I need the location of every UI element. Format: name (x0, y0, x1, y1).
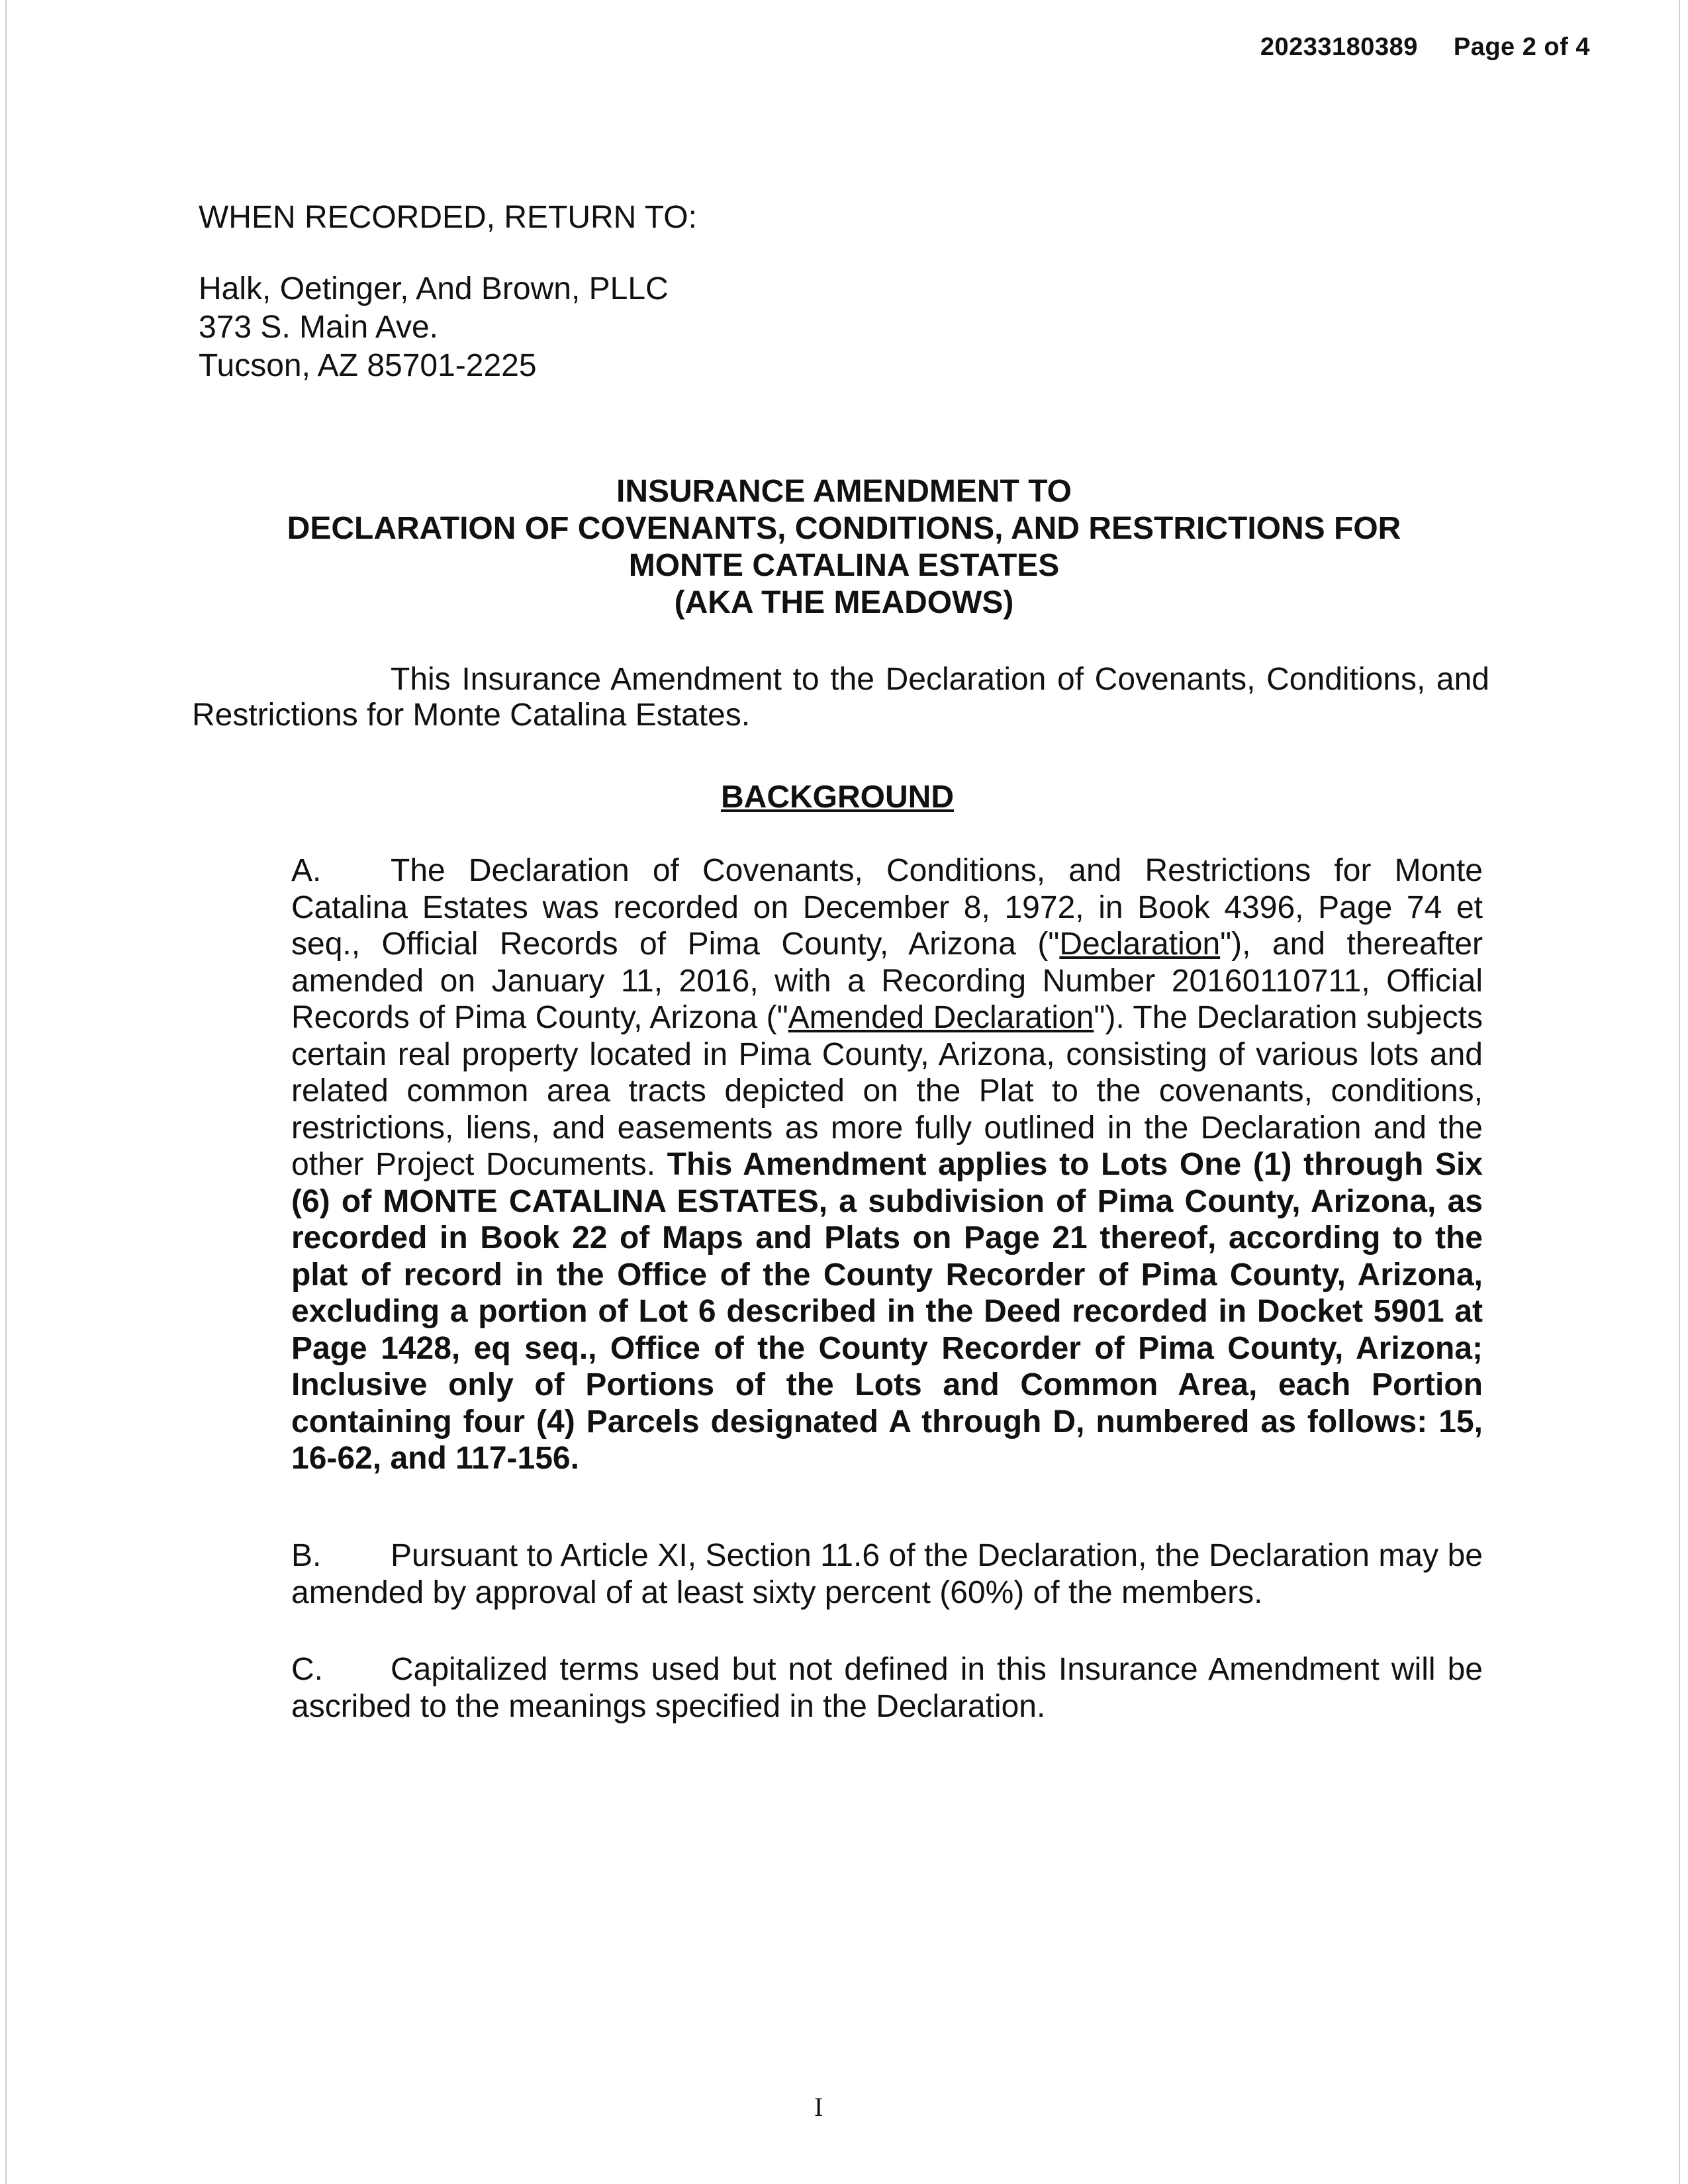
scan-edge-right (1679, 0, 1680, 2184)
recording-number: 20233180389 (1260, 33, 1418, 61)
title-line-3: MONTE CATALINA ESTATES (628, 548, 1060, 583)
paragraph-b (291, 1537, 1483, 1611)
paragraph-b-text: Pursuant to Article XI, Section 11.6 of the Declaration, the Declaration may be amended by approval of at least sixty percent (60%) of the members. (291, 1538, 1483, 1610)
background-heading-text: BACKGROUND (721, 780, 954, 815)
paragraph-b-letter: B. (291, 1538, 322, 1573)
paragraph-a-text-2: "), and thereafter amended on January 11, 2016, with a Recording Number 20160110711, Official Records of Pima County, Arizona (" (291, 927, 1483, 1035)
paragraph-c-text: Capitalized terms used but not defined in this Insurance Amendment will be ascribed to the meanings specified in the Declaration. (291, 1652, 1483, 1724)
address-line-street: 373 S. Main Ave. (199, 310, 439, 345)
page-mark: I (814, 2092, 823, 2122)
paragraph-a-bold-text: This Amendment applies to Lots One (1) through Six (6) of MONTE CATALINA ESTATES, a subdivision of Pima County, Arizona, as recorded in Book 22 of Maps and Plats on Page 21 thereof, according to the plat of record in the Office of the County Recorder of Pima County, Arizona, excluding a portion of Lot 6 described in the Deed recorded in Docket 5901 at Page 1428, eq seq., Office of the County Recorder of Pima County, Arizona; Inclusive only of Portions of the Lots and Common Area, each Portion containing four (4) Parcels designated A through D, numbered as follows: 15, 16-62, and 117-156. (291, 1147, 1483, 1476)
declaration-term: Declaration (1059, 927, 1221, 962)
title-line-2: DECLARATION OF COVENANTS, CONDITIONS, AND RESTRICTIONS FOR (287, 511, 1401, 546)
address-line-city: Tucson, AZ 85701-2225 (199, 348, 537, 383)
paragraph-a-letter: A. (291, 853, 322, 888)
background-heading (0, 779, 1688, 815)
recording-header (1260, 33, 1590, 62)
paragraph-c (291, 1651, 1483, 1725)
paragraph-a-text-3: "). The Declaration subjects certain real property located in Pima County, Arizona, consisting of various lots and related common area tracts depicted on the Plat to the covenants, conditions, restrictions, liens, and easements as more fully outlined in the Declaration and the other Project Documents. (291, 1000, 1483, 1182)
paragraph-a-text-1: The Declaration of Covenants, Conditions, and Restrictions for Monte Catalina Estates was recorded on December 8, 1972, in Book 4396, Page 74 et seq., Official Records of Pima County, Arizona (" (291, 853, 1483, 962)
address-line-firm: Halk, Oetinger, And Brown, PLLC (199, 271, 669, 306)
document-title (199, 473, 1489, 621)
return-address-block (199, 199, 697, 385)
title-line-1: INSURANCE AMENDMENT TO (616, 474, 1072, 509)
scan-edge-left (5, 0, 7, 2184)
intro-paragraph: This Insurance Amendment to the Declaration of Covenants, Conditions, and Restrictions for Monte Catalina Estates. (192, 662, 1489, 733)
paragraph-a (291, 852, 1483, 1477)
title-line-4: (AKA THE MEADOWS) (674, 585, 1014, 620)
amended-declaration-term: Amended Declaration (788, 1000, 1094, 1035)
paragraph-c-letter: C. (291, 1652, 323, 1687)
page-label: Page 2 of 4 (1453, 33, 1590, 61)
return-heading: WHEN RECORDED, RETURN TO: (199, 200, 697, 235)
